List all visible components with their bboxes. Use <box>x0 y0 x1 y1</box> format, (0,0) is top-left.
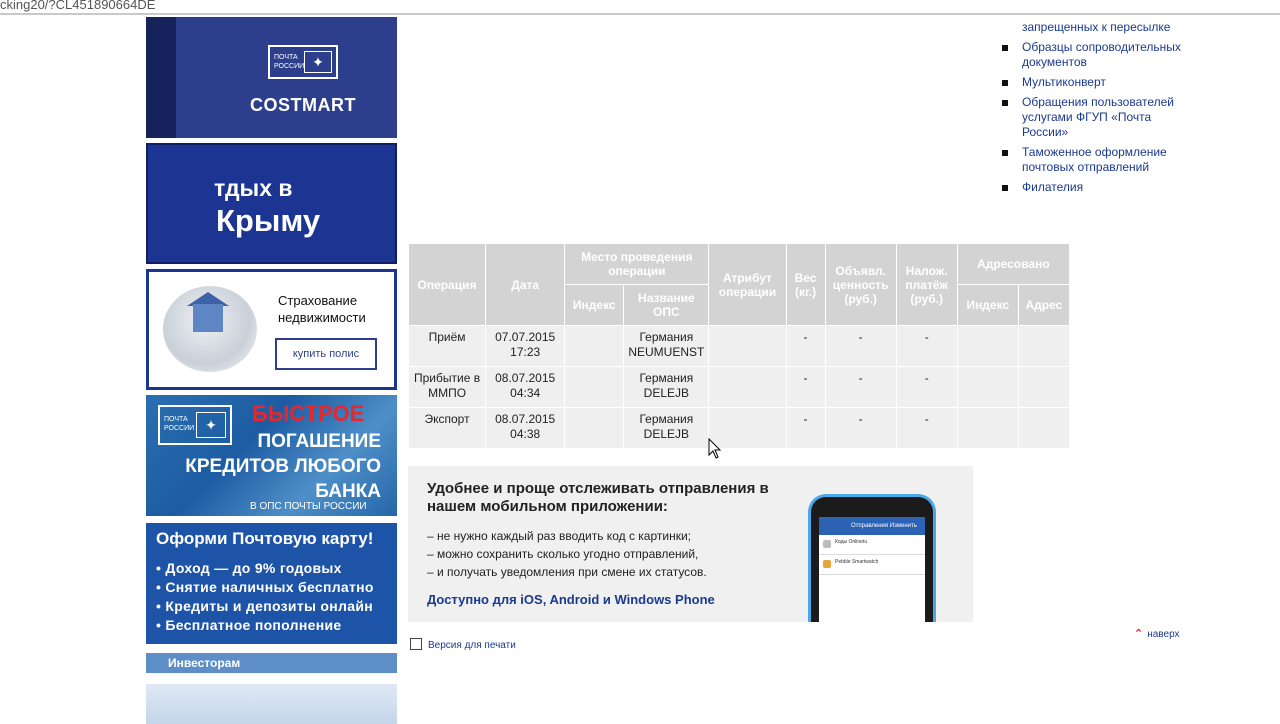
phone-row <box>819 535 925 555</box>
credit-line3: КРЕДИТОВ ЛЮБОГО <box>185 456 381 477</box>
buy-policy-button[interactable]: купить полис <box>275 338 377 370</box>
cell-cod: - <box>897 326 957 366</box>
cell-operation: Приём <box>409 326 485 366</box>
right-link[interactable]: Таможенное оформление почтовых отправлений <box>1000 145 1190 175</box>
back-to-top-link[interactable] <box>1134 627 1180 640</box>
cell-declared: - <box>826 408 896 448</box>
cell-weight: - <box>787 408 825 448</box>
phone-image <box>808 494 936 622</box>
th-declared: Объявл. ценность (руб.) <box>826 244 896 325</box>
eagle-icon: ✦ <box>196 412 226 438</box>
phone-row-text: Коды Onlinetu <box>835 539 868 545</box>
cell-cod: - <box>897 367 957 407</box>
th-addr-index: Индекс <box>958 285 1018 325</box>
right-link[interactable]: Мультиконверт <box>1000 75 1190 90</box>
cell-cod: - <box>897 408 957 448</box>
right-link-partial[interactable]: запрещенных к пересылке <box>1022 20 1171 34</box>
cell-ops-name: Германия NEUMUENST <box>624 326 708 366</box>
right-link[interactable]: Филателия <box>1000 180 1190 195</box>
cell-operation: Экспорт <box>409 408 485 448</box>
costmart-brand: COSTMART <box>250 95 356 115</box>
phone-row-text: Pebble Smartwatch <box>835 559 879 565</box>
th-addressed: Адресовано <box>958 244 1069 284</box>
promo-title: Удобнее и проще отслеживать отправления в нашем мобильном приложении: <box>427 480 769 515</box>
cell-date: 08.07.2015 04:34 <box>486 367 564 407</box>
th-cod: Налож. платёж (руб.) <box>897 244 957 325</box>
cell-addr-index <box>958 408 1018 448</box>
print-version-link[interactable] <box>410 638 516 651</box>
table-row <box>409 367 1069 407</box>
cell-date: 08.07.2015 04:38 <box>486 408 564 448</box>
postcard-item: • Доход — до 9% годовых <box>156 560 342 576</box>
promo-availability-link[interactable]: Доступно для iOS, Android и Windows Phone <box>427 592 715 607</box>
browser-url-bar[interactable] <box>0 0 1280 15</box>
th-attribute: Атрибут операции <box>709 244 785 325</box>
top-label: наверх <box>1147 629 1180 640</box>
promo-line: – не нужно каждый раз вводить код с картинки; <box>427 529 691 543</box>
crimea-line1: тдых в <box>214 175 293 201</box>
promo-line: – и получать уведомления при смене их статусов. <box>427 565 707 579</box>
postcard-item: • Кредиты и депозиты онлайн <box>156 598 373 614</box>
mobile-app-promo[interactable] <box>408 466 973 622</box>
th-place: Место проведения операции <box>565 244 708 284</box>
cell-index <box>565 367 623 407</box>
cell-weight: - <box>787 326 825 366</box>
cell-ops-name: Германия DELEJB <box>624 367 708 407</box>
insurance-title: Страхование недвижимости <box>278 293 366 325</box>
investors-link[interactable]: Инвесторам <box>146 653 397 673</box>
printer-icon <box>410 638 422 650</box>
crimea-line2: Крыму <box>216 203 321 238</box>
cell-addr-address <box>1019 408 1069 448</box>
cell-attribute <box>709 326 785 366</box>
right-link[interactable]: Обращения пользователей услугами ФГУП «Почта России» <box>1000 95 1190 140</box>
crimea-banner[interactable] <box>146 143 397 264</box>
th-ops-name: Название ОПС <box>624 285 708 325</box>
cell-declared: - <box>826 326 896 366</box>
up-arrow-icon: ⌃ <box>1134 628 1144 640</box>
promo-arrow <box>951 466 973 622</box>
postcard-title: Оформи Почтовую карту! <box>156 529 374 548</box>
insurance-banner[interactable] <box>146 269 397 390</box>
credit-line4: БАНКА <box>315 481 381 502</box>
cell-weight: - <box>787 367 825 407</box>
right-links-list <box>1000 20 1190 200</box>
url-text: cking20/?CL451890664DE <box>0 0 156 12</box>
cell-addr-index <box>958 326 1018 366</box>
cell-date: 07.07.2015 17:23 <box>486 326 564 366</box>
promo-line: – можно сохранить сколько угодно отправлений, <box>427 547 699 561</box>
cell-ops-name: Германия DELEJB <box>624 408 708 448</box>
house-icon <box>163 286 257 372</box>
th-addr-address: Адрес <box>1019 285 1069 325</box>
table-row <box>409 408 1069 448</box>
th-weight: Вес (кг.) <box>787 244 825 325</box>
right-link[interactable]: Образцы сопроводительных документов <box>1000 40 1190 70</box>
cell-index <box>565 408 623 448</box>
print-label: Версия для печати <box>428 640 516 651</box>
cell-index <box>565 326 623 366</box>
cell-addr-address <box>1019 326 1069 366</box>
phone-row <box>819 555 925 575</box>
postcard-item: • Снятие наличных бесплатно <box>156 579 374 595</box>
map-banner[interactable] <box>146 684 397 724</box>
pochta-logo-text: ПОЧТА РОССИИ <box>164 416 195 432</box>
pochta-logo <box>158 405 232 445</box>
cell-attribute <box>709 367 785 407</box>
phone-header: Отправления Изменить <box>819 517 925 535</box>
mouse-cursor-icon <box>708 438 722 460</box>
th-index: Индекс <box>565 285 623 325</box>
pochta-logo <box>268 45 338 79</box>
pochta-logo-text: ПОЧТА РОССИИ <box>274 54 305 70</box>
th-operation: Операция <box>409 244 485 325</box>
costmart-banner[interactable] <box>146 17 397 138</box>
eagle-icon: ✦ <box>304 51 332 73</box>
postcard-banner[interactable] <box>146 523 397 644</box>
table-row <box>409 326 1069 366</box>
cell-declared: - <box>826 367 896 407</box>
th-date: Дата <box>486 244 564 325</box>
cell-operation: Прибытие в ММПО <box>409 367 485 407</box>
tracking-table <box>408 243 1070 449</box>
credit-line1: БЫСТРОЕ <box>252 401 365 426</box>
credit-banner[interactable] <box>146 395 397 516</box>
credit-line2: ПОГАШЕНИЕ <box>257 431 381 452</box>
postcard-item: • Бесплатное пополнение <box>156 617 342 633</box>
cell-addr-index <box>958 367 1018 407</box>
credit-line5: В ОПС ПОЧТЫ РОССИИ <box>250 501 367 512</box>
cell-addr-address <box>1019 367 1069 407</box>
